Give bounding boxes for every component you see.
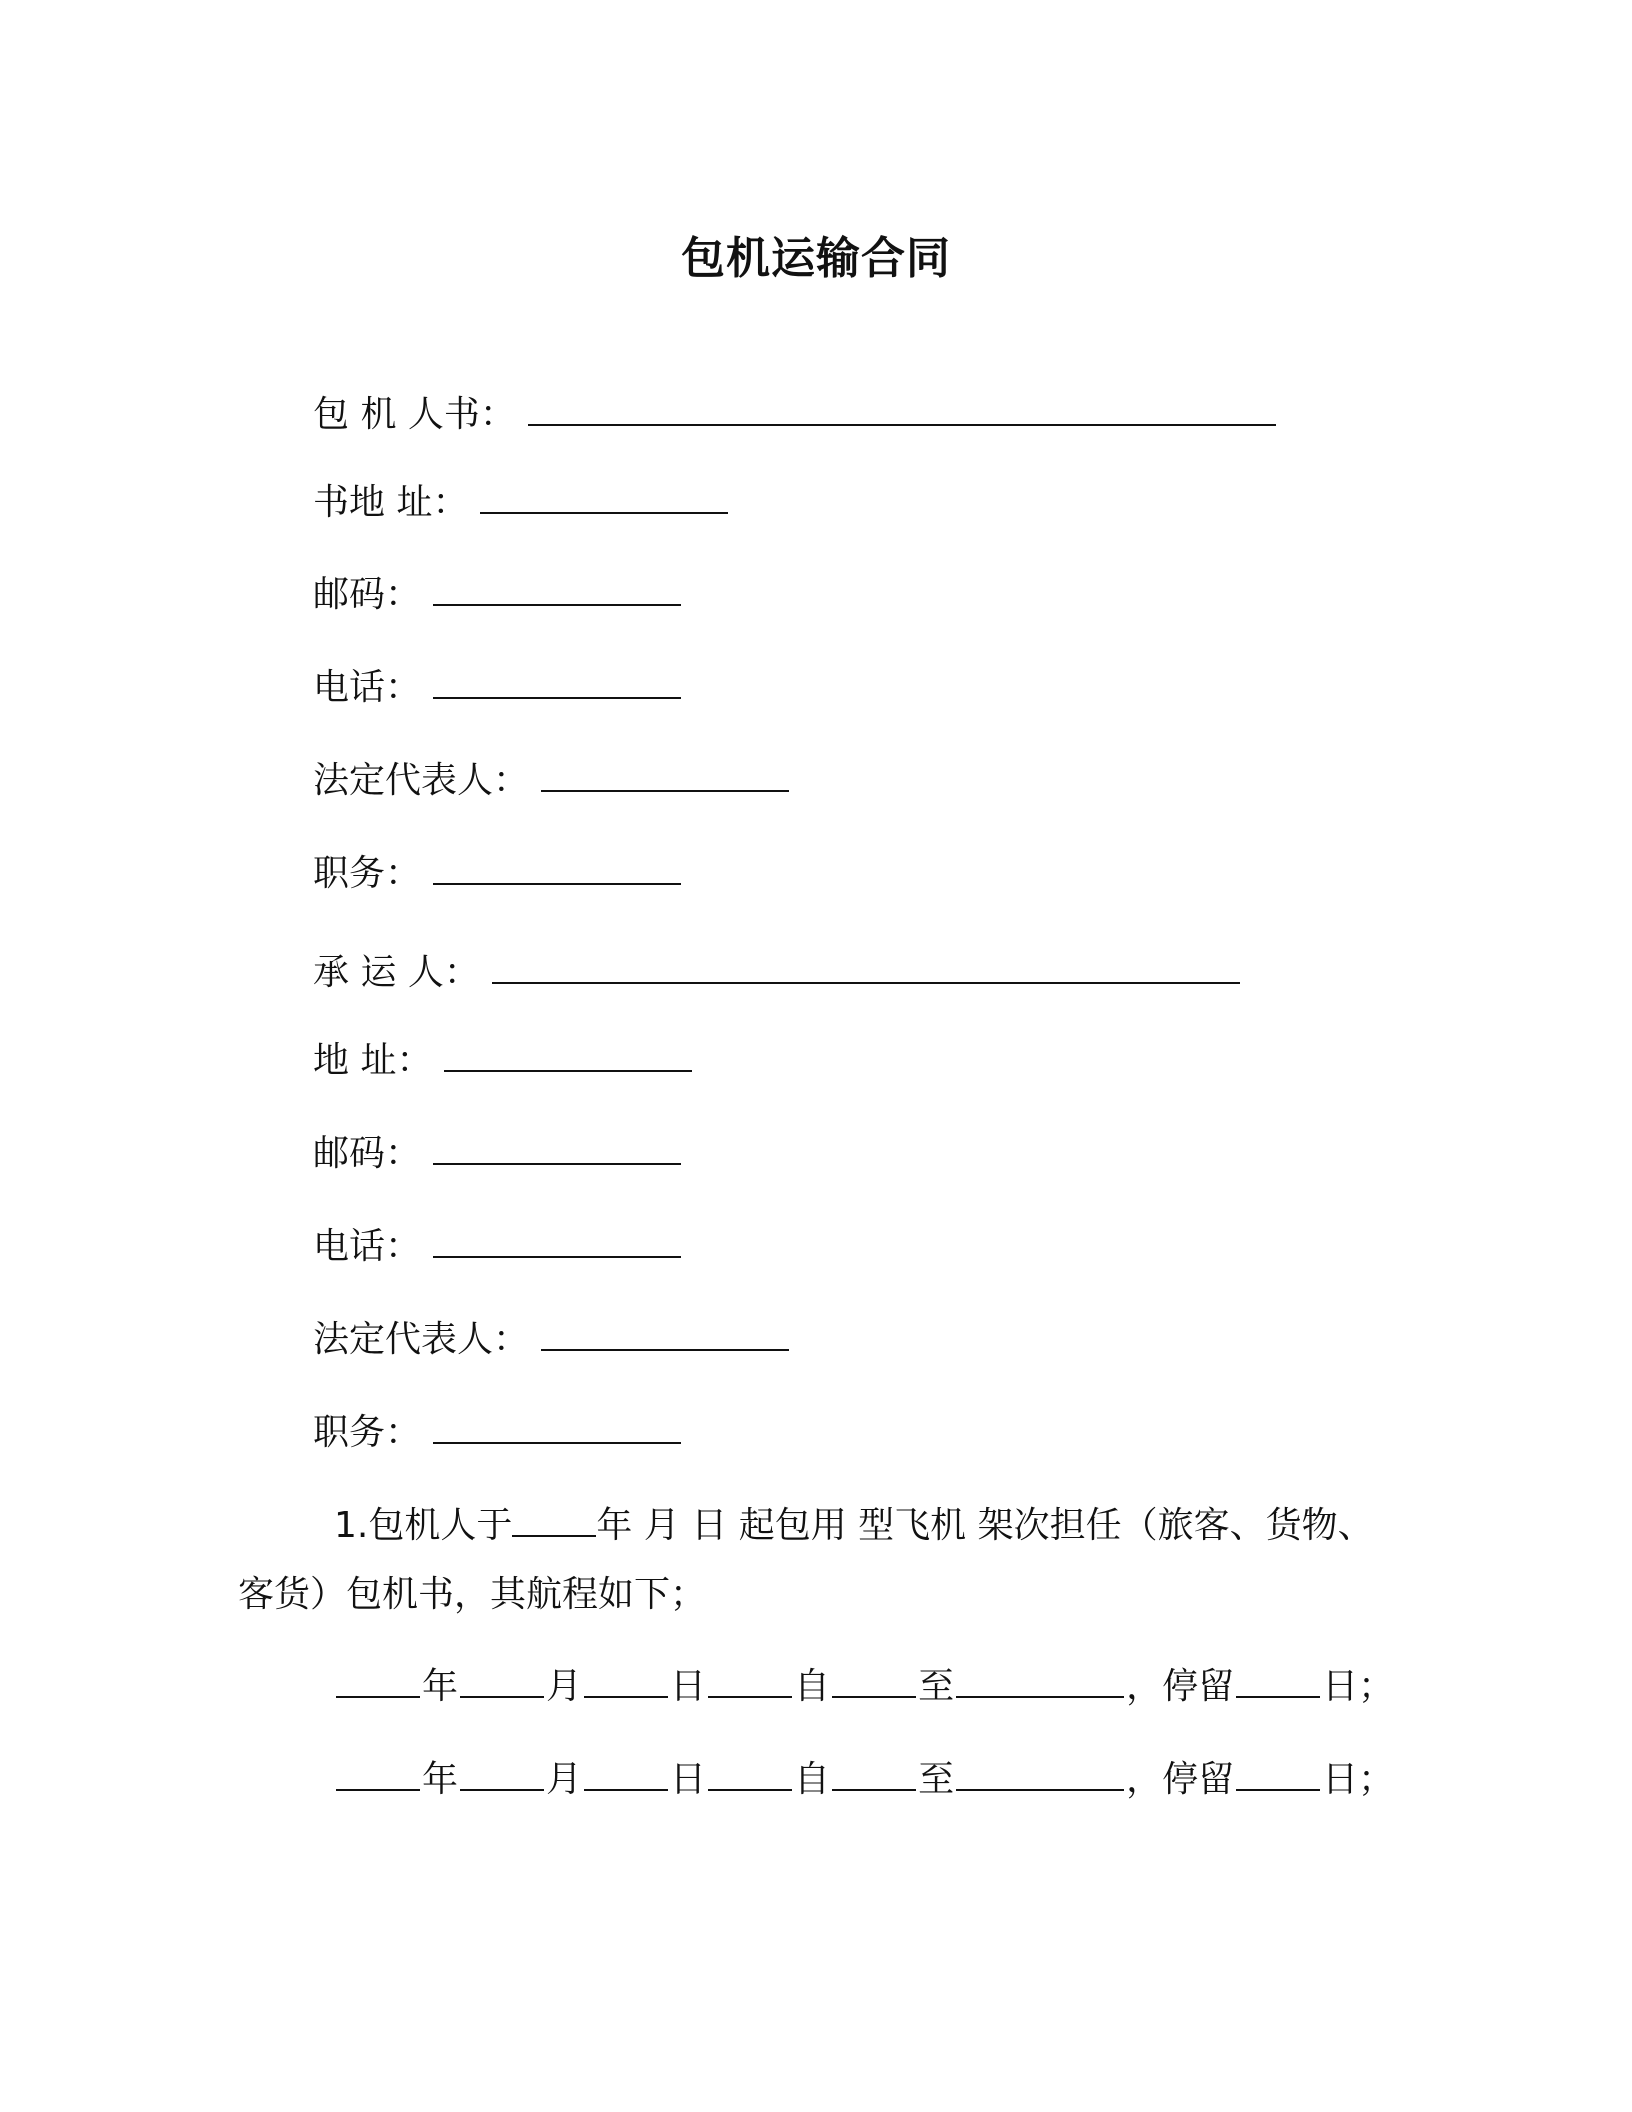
charterer-legal-rep-blank[interactable] [541, 756, 789, 792]
carrier-address-blank[interactable] [444, 1036, 692, 1072]
charterer-legal-rep-field [313, 756, 789, 804]
itinerary-year-blank[interactable] [336, 1662, 420, 1698]
carrier-address-label: 地 址： [313, 1040, 433, 1081]
carrier-legal-rep-blank[interactable] [541, 1315, 789, 1351]
itinerary-from-blank[interactable] [832, 1662, 916, 1698]
carrier-address-field [313, 1036, 692, 1084]
charterer-name-label: 包 机 人书： [313, 394, 516, 435]
charterer-phone-label: 电话： [313, 667, 422, 708]
itinerary-from-label: 自 [794, 1666, 831, 1707]
itinerary-from-label: 自 [794, 1759, 831, 1800]
itinerary-to-label: 至 [918, 1759, 955, 1800]
clause-1-part-a: 1.包机人于 [334, 1505, 513, 1546]
carrier-postcode-blank[interactable] [433, 1129, 681, 1165]
itinerary-year-blank[interactable] [336, 1755, 420, 1791]
itinerary-to-blank[interactable] [956, 1755, 1124, 1791]
charterer-phone-blank[interactable] [433, 663, 681, 699]
itinerary-month-blank[interactable] [460, 1662, 544, 1698]
carrier-postcode-field [313, 1129, 681, 1177]
itinerary-to-label: 至 [918, 1666, 955, 1707]
charterer-postcode-field [313, 570, 681, 618]
itinerary-month-blank[interactable] [460, 1755, 544, 1791]
itinerary-day-label: 日 [670, 1759, 707, 1800]
charterer-address-label: 书地 址： [313, 482, 469, 523]
itinerary-day-end-label: 日； [1322, 1759, 1395, 1800]
itinerary-year-label: 年 [422, 1666, 459, 1707]
itinerary-from-pre-blank[interactable] [708, 1662, 792, 1698]
document-title: 包机运输合同 [681, 233, 951, 284]
charterer-postcode-blank[interactable] [433, 570, 681, 606]
itinerary-day-blank[interactable] [584, 1662, 668, 1698]
charterer-address-blank[interactable] [480, 478, 728, 514]
clause-1-line-1 [334, 1501, 1374, 1550]
carrier-phone-blank[interactable] [433, 1222, 681, 1258]
itinerary-from-blank[interactable] [832, 1755, 916, 1791]
itinerary-from-pre-blank[interactable] [708, 1755, 792, 1791]
carrier-legal-rep-label: 法定代表人： [313, 1319, 530, 1360]
charterer-legal-rep-label: 法定代表人： [313, 760, 530, 801]
carrier-name-label: 承 运 人： [313, 952, 480, 993]
carrier-position-field [313, 1408, 681, 1456]
carrier-name-blank[interactable] [492, 948, 1240, 984]
charterer-name-blank[interactable] [528, 390, 1276, 426]
charterer-phone-field [313, 663, 681, 711]
carrier-name-field [313, 948, 1240, 996]
charterer-name-field [313, 390, 1276, 438]
carrier-phone-field [313, 1222, 681, 1270]
itinerary-stay-label: ，停留 [1126, 1759, 1235, 1800]
itinerary-row [334, 1755, 1394, 1803]
itinerary-day-blank[interactable] [584, 1755, 668, 1791]
itinerary-stay-blank[interactable] [1236, 1755, 1320, 1791]
itinerary-stay-label: ，停留 [1126, 1666, 1235, 1707]
itinerary-row [334, 1662, 1394, 1710]
charterer-postcode-label: 邮码： [313, 574, 422, 615]
carrier-legal-rep-field [313, 1315, 789, 1363]
carrier-phone-label: 电话： [313, 1226, 422, 1267]
carrier-position-label: 职务： [313, 1412, 422, 1453]
itinerary-month-label: 月 [546, 1759, 583, 1800]
clause-1-part-b: 年 月 日 起包用 型飞机 架次担任（旅客、货物、 [596, 1505, 1374, 1546]
itinerary-stay-blank[interactable] [1236, 1662, 1320, 1698]
charterer-position-blank[interactable] [433, 849, 681, 885]
itinerary-month-label: 月 [546, 1666, 583, 1707]
clause-1-line-2: 客货）包机书，其航程如下； [238, 1574, 707, 1615]
charterer-position-field [313, 849, 681, 897]
itinerary-year-label: 年 [422, 1759, 459, 1800]
charterer-address-field [313, 478, 728, 526]
clause-1-year-blank[interactable] [512, 1501, 596, 1537]
carrier-postcode-label: 邮码： [313, 1133, 422, 1174]
itinerary-to-blank[interactable] [956, 1662, 1124, 1698]
itinerary-day-end-label: 日； [1322, 1666, 1395, 1707]
charterer-position-label: 职务： [313, 853, 422, 894]
carrier-position-blank[interactable] [433, 1408, 681, 1444]
itinerary-day-label: 日 [670, 1666, 707, 1707]
